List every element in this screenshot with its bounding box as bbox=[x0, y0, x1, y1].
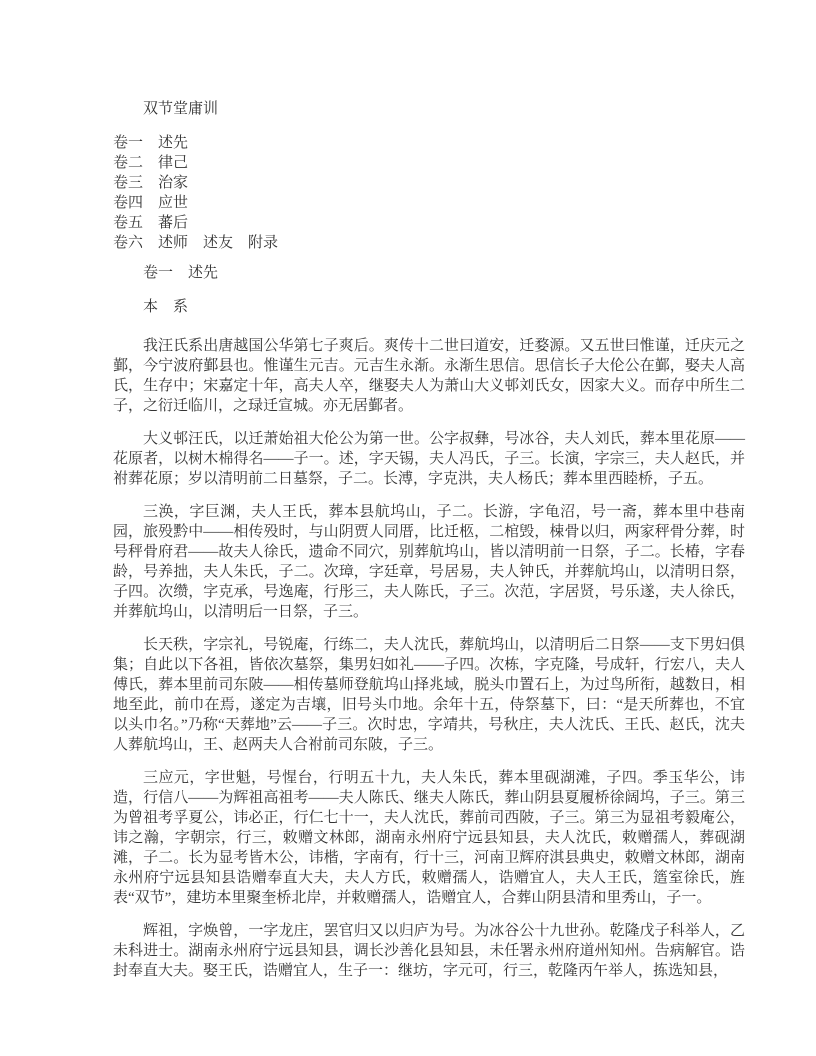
paragraph-recent-ancestors: 三应元，字世魁，号惺台，行明五十九，夫人朱氏，葬本里砚湖滩，子四。季玉华公，讳造，行信八——为辉祖高祖考——夫人陈氏、继夫人陈氏，葬山阴县夏履桥徐阔坞，子三。第三为曾祖考孚夏公，讳必正，行仁七十一，夫人沈氏，葬前司西陂，子三。第三为显祖考毅庵公，讳之瀚，字朝宗，行三，敕赠文林郎，湖南永州府宁远县知县，夫人沈氏，敕赠孺人，葬砚湖滩，子二。长为显考皆木公，讳楷，字南有，行十三，河南卫辉府淇县典史，敕赠文林郎，湖南永州府宁远县知县诰赠奉直大夫，夫人方氏，敕赠孺人，诰赠宜人，夫人王氏，簉室徐氏，旌表“双节”，建坊本里聚奎桥北岸，并敕赠孺人，诰赠宜人，合葬山阴县清和里秀山，子一。 bbox=[113, 770, 745, 906]
toc-item-5: 卷五 蕃后 bbox=[113, 215, 189, 231]
toc-item-1: 卷一 述先 bbox=[113, 135, 189, 151]
paragraph-third-generation: 三涣，字巨渊，夫人王氏，葬本县航坞山，子二。长游，字龟沼，号一斋，葬本里中巷南园，旅殁黔中——相传殁时，与山阴贾人同厝，比迁柩，二棺毁，梀骨以归，两家秤骨分葬，时号秤骨府君——故夫人徐氏，遗命不同穴，别葬航坞山，皆以清明前一日祭，子二。长椿，字春龄，号养拙，夫人朱氏，子二。次璋，字廷章，号居易，夫人钟氏，并葬航坞山，以清明日祭，子四。次缵，字克承，号逸庵，行彤三，夫人陈氏，子三。次范，字居贤，号乐遂，夫人徐氏，并葬航坞山，以清明后一日祭，子三。 bbox=[113, 504, 745, 620]
toc-item-2: 卷二 律己 bbox=[113, 155, 189, 171]
toc-item-3: 卷三 治家 bbox=[113, 175, 189, 191]
paragraph-tianzhi-branch: 长天秩，字宗礼，号锐庵，行练二，夫人沈氏，葬航坞山，以清明后二日祭——支下男妇俱集；自此以下各祖，皆依次墓祭，集男妇如礼——子四。次栋，字克隆，号成轩，行宏八，夫人傅氏，葬本里前司东陂——相传墓师登航坞山择兆域，脱头巾置石上，为过鸟所衔，越数日，相地至此，前巾在焉，遂定为吉壤，旧号头巾地。余年十五，侍祭墓下，曰：“是天所葬也，不宜以头巾名。”乃称“天葬地”云——子三。次时忠，字靖共，号秋庄，夫人沈氏、王氏、赵氏，沈夫人葬航坞山，王、赵两夫人合祔前司东陂，子三。 bbox=[113, 637, 745, 753]
section-subheading: 本 系 bbox=[143, 299, 189, 315]
document-title: 双节堂庸训 bbox=[143, 101, 219, 117]
chapter-heading: 卷一 述先 bbox=[143, 265, 219, 281]
toc-item-4: 卷四 应世 bbox=[113, 195, 189, 211]
table-of-contents bbox=[113, 133, 745, 253]
toc-item-6: 卷六 述师 述友 附录 bbox=[113, 235, 279, 251]
paragraph-lineage-origin: 我汪氏系出唐越国公华第七子爽后。爽传十二世曰道安，迁婺源。又五世曰惟谨，迁庆元之鄞，今宁波府鄞县也。惟谨生元吉。元吉生永渐。永渐生思信。思信长子大伦公在鄞，娶夫人高氏，生存中；宋嘉定十年，高夫人卒，继娶夫人为萧山大义邨刘氏女，因家大义。而存中所生二子，之衍迁临川，之琭迁宣城。亦无居鄞者。 bbox=[113, 338, 745, 414]
paragraph-huizu-self: 辉祖，字焕曾，一字龙庄，罢官归又以归庐为号。为冰谷公十九世孙。乾隆戊子科举人，乙未科进士。湖南永州府宁远县知县，调长沙善化县知县，未任署永州府道州知州。告病解官。诰封奉直大夫。娶王氏，诰赠宜人，生子一：继坊，字元可，行三，乾隆丙午举人，拣选知县， bbox=[113, 923, 745, 979]
paragraph-first-generations: 大义邨汪氏，以迁萧始祖大伦公为第一世。公字叔彝，号冰谷，夫人刘氏，葬本里花原——花原者，以树木棉得名——子一。述，字天锡，夫人冯氏，子三。长演，字宗三，夫人赵氏，并祔葬花原；岁以清明前二日墓祭，子二。长溥，字克洪，夫人杨氏；葬本里西睦桥，子五。 bbox=[113, 431, 745, 487]
